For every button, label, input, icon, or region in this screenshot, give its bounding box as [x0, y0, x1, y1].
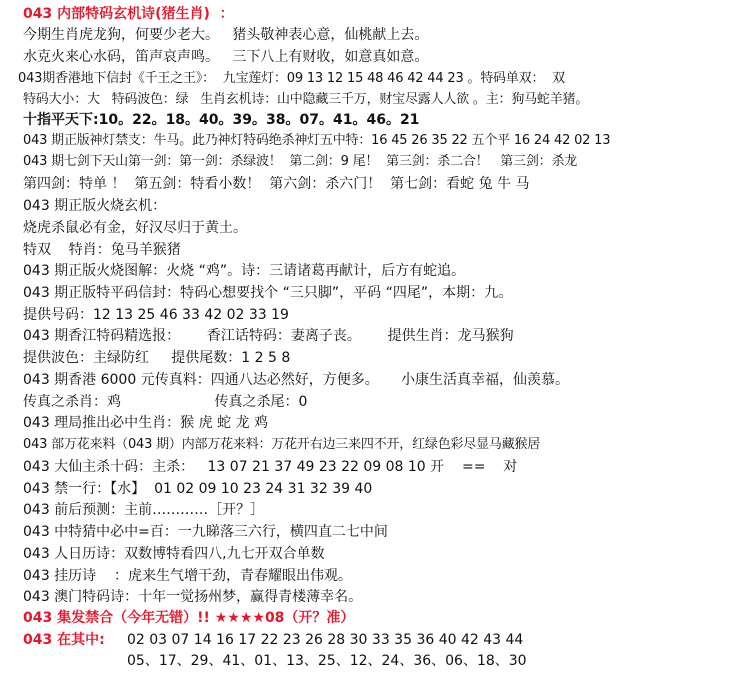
- text-line: 043 期香江特码精选报： 香江话特码：妻离子丧。 提供生肖：龙马猴狗: [23, 328, 514, 344]
- text-line: 043 大仙主杀十码：主杀： 13 07 21 37 49 23 22 09 08 10 开 == 对: [23, 459, 518, 475]
- text-line: 十指平天下:10。22。18。40。39。38。07。41。46。21: [23, 112, 420, 128]
- text-line: 043 期正版神灯禁支：牛马。此乃神灯特码绝杀神灯五中特：16 45 26 35 22 五个平 16 24 42 02 13: [23, 133, 611, 148]
- jackpot-line: 043 集发禁合（今年无错）!! ★★★★08（开？准）: [23, 610, 355, 626]
- text-line: 043 前后预测：主前…………［开？］: [23, 502, 265, 518]
- winner-numbers: 02 03 07 14 16 17 22 23 26 28 30 33 35 36 40 42 43 44: [127, 632, 524, 648]
- text-line: 043 中特猜中必中=百：一九睇落三六行，横四直二七中间: [23, 524, 388, 540]
- text-line: 043 期香港 6000 元传真料：四通八达必然好，方便多。 小康生活真幸福，仙羡慕。: [23, 372, 569, 388]
- text-line: 特码大小：大 特码波色：绿 生肖玄机诗：山中隐藏三千万，财宝尽露人人欲 。主：狗马蛇羊猪。: [23, 92, 589, 107]
- text-line: 提供号码：12 13 25 46 33 42 02 33 19: [23, 307, 289, 323]
- text-line: 043 期正版火烧图解：火烧 “鸡”。诗：三请诸葛再献计，后方有蛇追。: [23, 263, 466, 279]
- text-line: 043 理局推出必中生肖：猴 虎 蛇 龙 鸡: [23, 415, 268, 431]
- text-line: 传真之杀肖：鸡 传真之杀尾：0: [23, 394, 308, 410]
- text-line: 043 人日历诗：双数博特看四八,九七开双合单数: [23, 546, 325, 562]
- text-line: 043 期正版火烧玄机：: [23, 198, 167, 214]
- text-line: 043 挂历诗 ：虎来生气增干劲，青春耀眼出伟观。: [23, 568, 352, 584]
- text-line: 043 期正版特平码信封：特码心想要找个 “三只脚”，平码 “四尾”，本期：九。: [23, 285, 513, 301]
- page-title: 043 内部特码玄机诗(猪生肖) ：: [23, 6, 234, 22]
- text-line: 烧虎杀鼠必有金，好汉尽归于黄土。: [23, 220, 247, 236]
- winner-numbers: 05、17、29、41、01、13、25、12、24、36、06、18、30: [127, 653, 527, 669]
- text-line: 043期香港地下信封《千王之王》： 九宝莲灯：09 13 12 15 48 46 42 44 23 。特码单双： 双: [18, 71, 565, 86]
- winner-label: 043 在其中:: [23, 632, 105, 648]
- text-line: 第四剑：特单 ！ 第五剑：特看小数！ 第六剑：杀六门！ 第七剑：看蛇 兔 牛 马: [23, 176, 530, 192]
- text-line: 提供波色：主绿防红 提供尾数：1 2 5 8: [23, 350, 291, 366]
- text-line: 043 部万花来料（043 期）内部万花来料：万花开右边三来四不开，红绿色彩尽显马藏猴居: [23, 437, 541, 452]
- text-line: 043 期七剑下天山第一剑：第一剑：杀绿波！ 第二剑：9 尾！ 第三剑：杀二合！ 第三剑：杀龙: [23, 154, 578, 169]
- text-line: 水克火来心水码，笛声哀声鸣。 三下八上有财收，如意真如意。: [23, 49, 429, 65]
- text-line: 今期生肖虎龙狗，何要少老大。 猪头敬神表心意，仙桃献上去。: [23, 27, 429, 43]
- text-line: 043 禁一行：【水】 01 02 09 10 23 24 31 32 39 40: [23, 481, 373, 497]
- text-line: 043 澳门特码诗：十年一觉扬州梦，赢得青楼薄幸名。: [23, 589, 363, 605]
- text-line: 特双 特肖：兔马羊猴猪: [23, 242, 181, 258]
